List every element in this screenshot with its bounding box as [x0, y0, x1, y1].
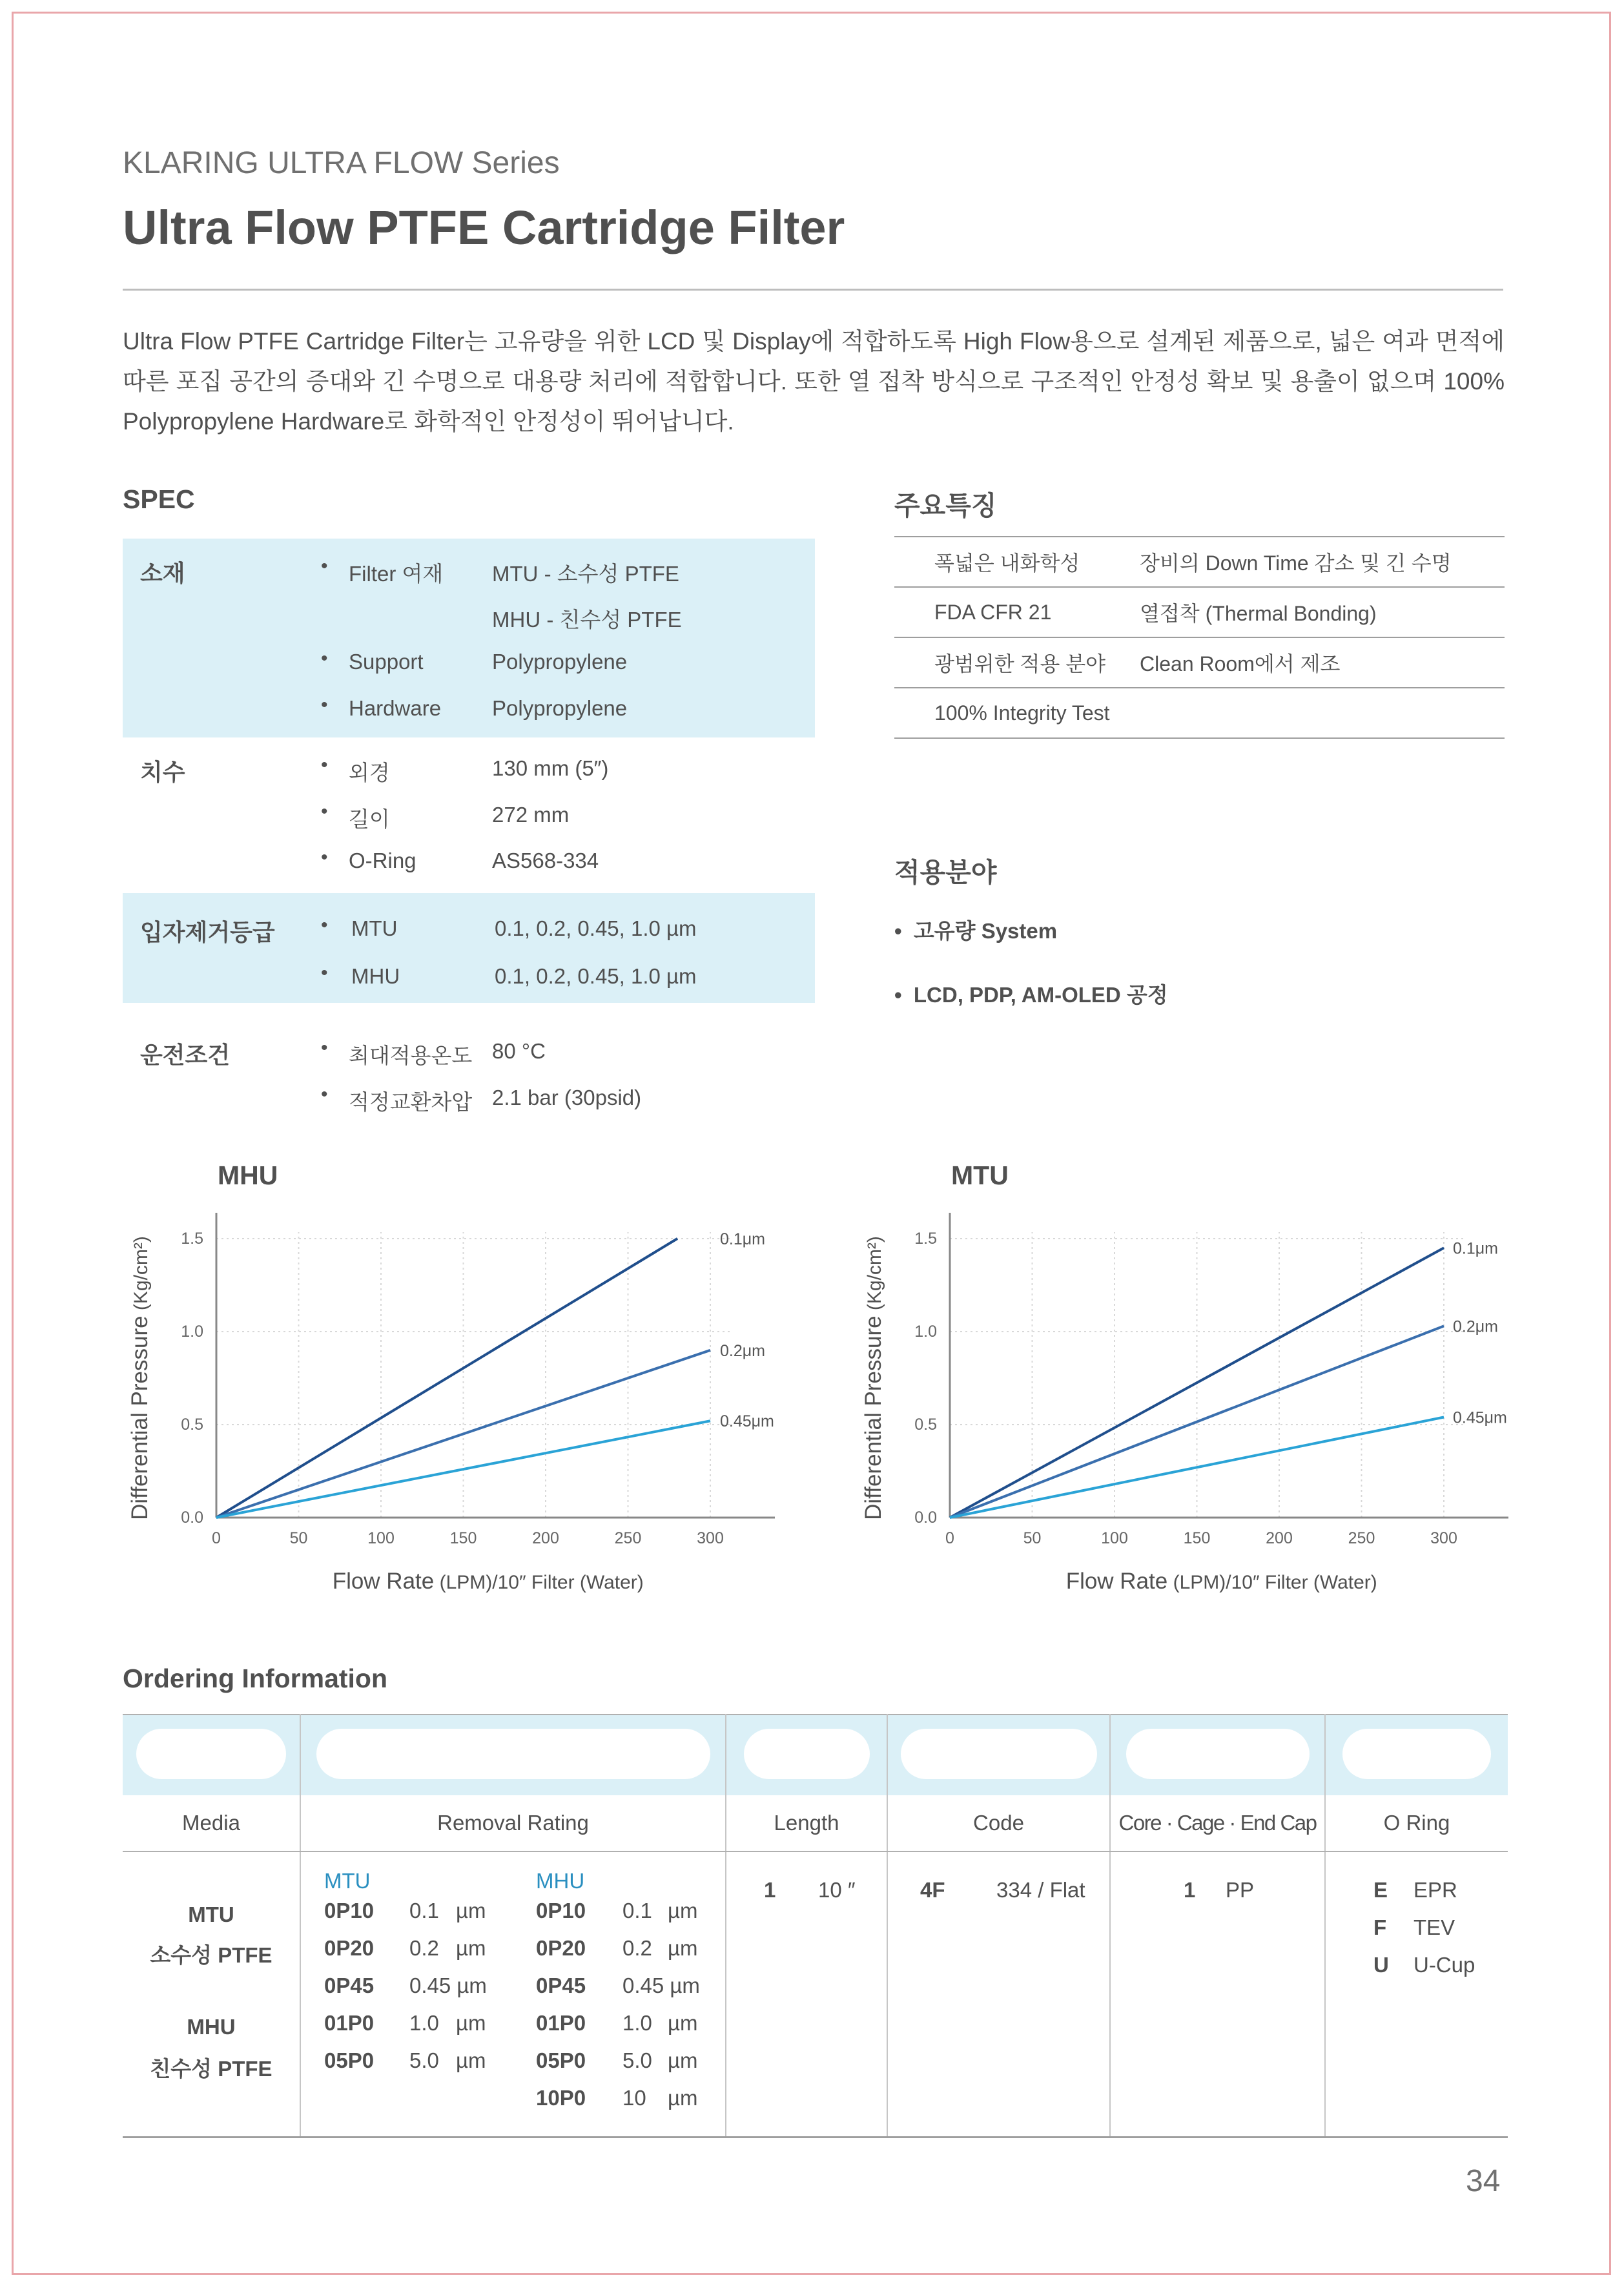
x-tick-label: 250	[1348, 1529, 1375, 1547]
media-mtu: MTU	[188, 1902, 234, 1926]
bullet: •	[321, 1037, 328, 1058]
series-label: 0.1μm	[720, 1230, 765, 1248]
spec-label-length: 길이	[349, 807, 390, 831]
rating-code: 0P10	[536, 1899, 586, 1922]
y-axis-label-main: Differential Pressure	[127, 1315, 152, 1520]
spec-value-filter-1: MTU - 소수성 PTFE	[492, 562, 679, 586]
oring-code: F	[1373, 1915, 1387, 1939]
length-value: 10 ″	[818, 1878, 856, 1902]
ordering-heading: Ordering Information	[123, 1664, 387, 1693]
core-cell	[1110, 1851, 1325, 2138]
length-cell	[726, 1851, 887, 2138]
feature-cell: 광범위한 적용 분야	[894, 637, 1140, 688]
intro-paragraph: Ultra Flow PTFE Cartridge Filter는 고유량을 위한 LCD 및 Display에 적합하도록 High Flow용으로 설계된 제품으로, 넓은 여과 면적에 따른 포집 공간의 증대와 긴 수명으로 대용량 처리에 적합합니다. 또한 열 접착 방식으로 구조적인 안정성 확보 및 용출이 없으며 100% Polypropylene Hardware로 화학적인 안정성이 뛰어납니다.	[123, 328, 1505, 435]
x-tick-label: 150	[449, 1529, 477, 1547]
rating-code: 05P0	[324, 2048, 375, 2072]
media-mhu: MHU	[187, 2015, 236, 2039]
chart-mtu	[856, 1201, 1554, 1602]
y-tick-label: 0.5	[914, 1416, 937, 1434]
feature-cell: 100% Integrity Test	[894, 688, 1140, 738]
feature-row	[894, 637, 1505, 688]
spec-category-dimension: 치수	[140, 759, 185, 785]
feature-row	[894, 537, 1505, 587]
rating-unit: µm	[668, 2086, 698, 2110]
code-slot-media	[123, 1715, 300, 1795]
series-line	[216, 1350, 710, 1518]
rating-value: 5.0	[409, 2048, 439, 2072]
y-axis-label-sub: (Kg/cm²)	[130, 1236, 152, 1316]
oring-value: TEV	[1413, 1915, 1455, 1939]
rating-value: 0.45 µm	[409, 1974, 487, 1997]
x-tick-label: 200	[1266, 1529, 1293, 1547]
spec-band-rating	[123, 893, 815, 1003]
spec-heading: SPEC	[123, 484, 195, 514]
code-cell	[887, 1851, 1110, 2138]
oring-code: U	[1373, 1953, 1389, 1977]
x-tick-label: 50	[1023, 1529, 1042, 1547]
y-tick-label: 0.5	[181, 1416, 203, 1434]
removal-rating-cell	[300, 1851, 726, 2138]
rating-unit: µm	[668, 1899, 698, 1922]
removal-mtu-heading: MTU	[324, 1869, 371, 1893]
core-code: 1	[1184, 1878, 1196, 1902]
spec-label-mtu: MTU	[351, 916, 398, 940]
bullet: •	[321, 555, 328, 577]
oring-code: E	[1373, 1878, 1388, 1902]
x-axis-label-main: Flow Rate	[1065, 1569, 1168, 1594]
series-line	[216, 1421, 710, 1518]
chart-title-mtu: MTU	[951, 1160, 1009, 1190]
spec-label-od: 외경	[349, 761, 390, 785]
ordering-header-row	[123, 1795, 1508, 1851]
spec-band-material	[123, 539, 815, 737]
spec-category-operation: 운전조건	[140, 1042, 231, 1068]
rating-value: 1.0	[622, 2011, 652, 2035]
code-slot-length	[726, 1715, 887, 1795]
rating-value: 5.0	[622, 2048, 652, 2072]
bullet: •	[321, 694, 328, 716]
y-axis-label	[861, 1236, 886, 1520]
code-slot-core	[1110, 1715, 1325, 1795]
feature-cell	[1140, 688, 1505, 738]
x-tick-label: 100	[367, 1529, 395, 1547]
y-tick-label: 1.0	[914, 1323, 937, 1341]
feature-cell: 폭넓은 내화학성	[894, 537, 1140, 587]
oring-value: U-Cup	[1413, 1953, 1475, 1977]
column-header: O Ring	[1325, 1795, 1508, 1851]
code-code: 4F	[920, 1878, 945, 1902]
title-divider	[123, 289, 1503, 291]
rating-value: 0.1	[409, 1899, 439, 1922]
spec-value-support: Polypropylene	[492, 650, 628, 674]
rating-unit: µm	[456, 1936, 486, 1960]
spec-value-oring: AS568-334	[492, 849, 599, 872]
page-title: Ultra Flow PTFE Cartridge Filter	[123, 201, 845, 254]
y-axis-label-main: Differential Pressure	[861, 1315, 886, 1520]
x-tick-label: 250	[614, 1529, 642, 1547]
spec-label-hardware: Hardware	[349, 696, 442, 720]
code-value: 334 / Flat	[996, 1878, 1085, 1902]
column-header: Removal Rating	[300, 1795, 726, 1851]
feature-cell: 장비의 Down Time 감소 및 긴 수명	[1140, 537, 1505, 587]
feature-cell: FDA CFR 21	[894, 587, 1140, 637]
series-label: 0.45μm	[1453, 1408, 1507, 1427]
x-tick-label: 0	[212, 1529, 221, 1547]
column-header: Media	[123, 1795, 300, 1851]
series-line	[950, 1326, 1444, 1518]
spec-value-hardware: Polypropylene	[492, 696, 628, 720]
features-heading: 주요특징	[894, 491, 997, 520]
bullet: •	[321, 801, 328, 822]
spec-value-filter-2: MHU - 친수성 PTFE	[492, 608, 682, 632]
page-number: 34	[1466, 2164, 1501, 2198]
rating-code: 05P0	[536, 2048, 586, 2072]
series-name: KLARING ULTRA FLOW Series	[123, 146, 560, 180]
y-tick-label: 1.5	[181, 1230, 203, 1248]
x-tick-label: 300	[697, 1529, 724, 1547]
x-tick-label: 300	[1430, 1529, 1457, 1547]
ordering-body-row	[123, 1851, 1508, 2138]
chart-title-mhu: MHU	[218, 1160, 278, 1190]
spec-category-material: 소재	[140, 560, 185, 586]
rating-unit: µm	[456, 1899, 486, 1922]
column-header: Core · Cage · End Cap	[1110, 1795, 1325, 1851]
rating-unit: µm	[668, 2048, 698, 2072]
spec-value-mtu: 0.1, 0.2, 0.45, 1.0 µm	[495, 916, 697, 940]
code-slot-code	[887, 1715, 1110, 1795]
code-pill	[316, 1729, 710, 1779]
series-line	[216, 1239, 677, 1518]
x-axis-label	[1066, 1569, 1377, 1594]
spec-value-dp: 2.1 bar (30psid)	[492, 1086, 642, 1109]
spec-category-rating: 입자제거등급	[140, 919, 275, 945]
bullet: •	[321, 648, 328, 669]
code-pill	[1342, 1729, 1491, 1779]
spec-value-od: 130 mm (5″)	[492, 756, 609, 780]
rating-value: 0.2	[409, 1936, 439, 1960]
code-slot-rating	[300, 1715, 726, 1795]
ordering-table	[123, 1714, 1508, 2138]
spec-label-support: Support	[349, 650, 424, 674]
media-cell	[123, 1851, 300, 2138]
feature-row	[894, 688, 1505, 738]
series-line	[950, 1417, 1444, 1518]
column-header: Length	[726, 1795, 887, 1851]
y-tick-label: 1.5	[914, 1230, 937, 1248]
bullet: •	[321, 962, 328, 984]
rating-code: 10P0	[536, 2086, 586, 2110]
rating-code: 01P0	[536, 2011, 586, 2035]
features-table	[894, 536, 1505, 739]
rating-code: 0P45	[536, 1974, 586, 1997]
feature-cell: 열접착 (Thermal Bonding)	[1140, 587, 1505, 637]
rating-code: 01P0	[324, 2011, 375, 2035]
media-mhu-sub: 친수성 PTFE	[150, 2057, 272, 2081]
spec-value-temp: 80 °C	[492, 1039, 546, 1063]
rating-code: 0P20	[536, 1936, 586, 1960]
series-label: 0.45μm	[720, 1412, 774, 1431]
rating-value: 0.45 µm	[622, 1974, 700, 1997]
media-mtu-sub: 소수성 PTFE	[150, 1943, 272, 1967]
spec-label-mhu: MHU	[351, 964, 400, 988]
code-pill	[136, 1729, 286, 1779]
application-item: • 고유량 System	[894, 919, 1058, 943]
x-tick-label: 200	[532, 1529, 559, 1547]
code-slot-oring	[1325, 1715, 1508, 1795]
y-tick-label: 0.0	[914, 1509, 937, 1527]
bullet: •	[321, 754, 328, 776]
column-header: Code	[887, 1795, 1110, 1851]
rating-unit: µm	[456, 2048, 486, 2072]
rating-value: 1.0	[409, 2011, 439, 2035]
rating-code: 0P10	[324, 1899, 375, 1922]
length-code: 1	[764, 1878, 776, 1902]
y-axis-label-sub: (Kg/cm²)	[864, 1236, 885, 1316]
spec-label-filter: Filter 여재	[349, 562, 444, 586]
rating-code: 0P45	[324, 1974, 375, 1997]
rating-unit: µm	[668, 2011, 698, 2035]
feature-cell: Clean Room에서 제조	[1140, 637, 1505, 688]
series-label: 0.1μm	[1453, 1239, 1498, 1258]
y-tick-label: 1.0	[181, 1323, 203, 1341]
spec-label-oring: O-Ring	[349, 849, 416, 872]
x-tick-label: 50	[289, 1529, 308, 1547]
rating-value: 0.2	[622, 1936, 652, 1960]
bullet: •	[321, 914, 328, 936]
oring-cell	[1325, 1851, 1508, 2138]
code-pill	[744, 1729, 870, 1779]
x-axis-label-main: Flow Rate	[332, 1569, 435, 1594]
code-pill	[901, 1729, 1097, 1779]
chart-mhu	[123, 1201, 820, 1602]
series-label: 0.2μm	[720, 1341, 765, 1360]
feature-row	[894, 587, 1505, 637]
bullet: •	[321, 1084, 328, 1105]
x-axis-label	[333, 1569, 644, 1594]
core-value: PP	[1226, 1878, 1255, 1902]
application-text: LCD, PDP, AM-OLED 공정	[913, 983, 1168, 1007]
applications-heading: 적용분야	[894, 858, 997, 887]
removal-mhu-heading: MHU	[536, 1869, 585, 1893]
y-axis-label	[127, 1236, 152, 1520]
series-label: 0.2μm	[1453, 1317, 1498, 1336]
x-tick-label: 0	[945, 1529, 954, 1547]
code-pill	[1126, 1729, 1310, 1779]
rating-value: 0.1	[622, 1899, 652, 1922]
y-tick-label: 0.0	[181, 1509, 203, 1527]
x-axis-label-sub: (LPM)/10″ Filter (Water)	[434, 1572, 644, 1593]
oring-value: EPR	[1413, 1878, 1457, 1902]
spec-label-dp: 적정교환차압	[349, 1090, 473, 1114]
x-tick-label: 150	[1183, 1529, 1211, 1547]
spec-label-temp: 최대적용온도	[349, 1044, 473, 1067]
rating-value: 10	[622, 2086, 646, 2110]
bullet: •	[321, 847, 328, 868]
spec-value-length: 272 mm	[492, 803, 570, 827]
rating-unit: µm	[456, 2011, 486, 2035]
code-input-row	[123, 1715, 1508, 1795]
x-axis-label-sub: (LPM)/10″ Filter (Water)	[1167, 1572, 1377, 1593]
application-item: • LCD, PDP, AM-OLED 공정	[894, 983, 1168, 1007]
spec-value-mhu: 0.1, 0.2, 0.45, 1.0 µm	[495, 964, 697, 988]
x-tick-label: 100	[1101, 1529, 1128, 1547]
rating-code: 0P20	[324, 1936, 375, 1960]
rating-unit: µm	[668, 1936, 698, 1960]
application-text: 고유량 System	[913, 919, 1058, 943]
